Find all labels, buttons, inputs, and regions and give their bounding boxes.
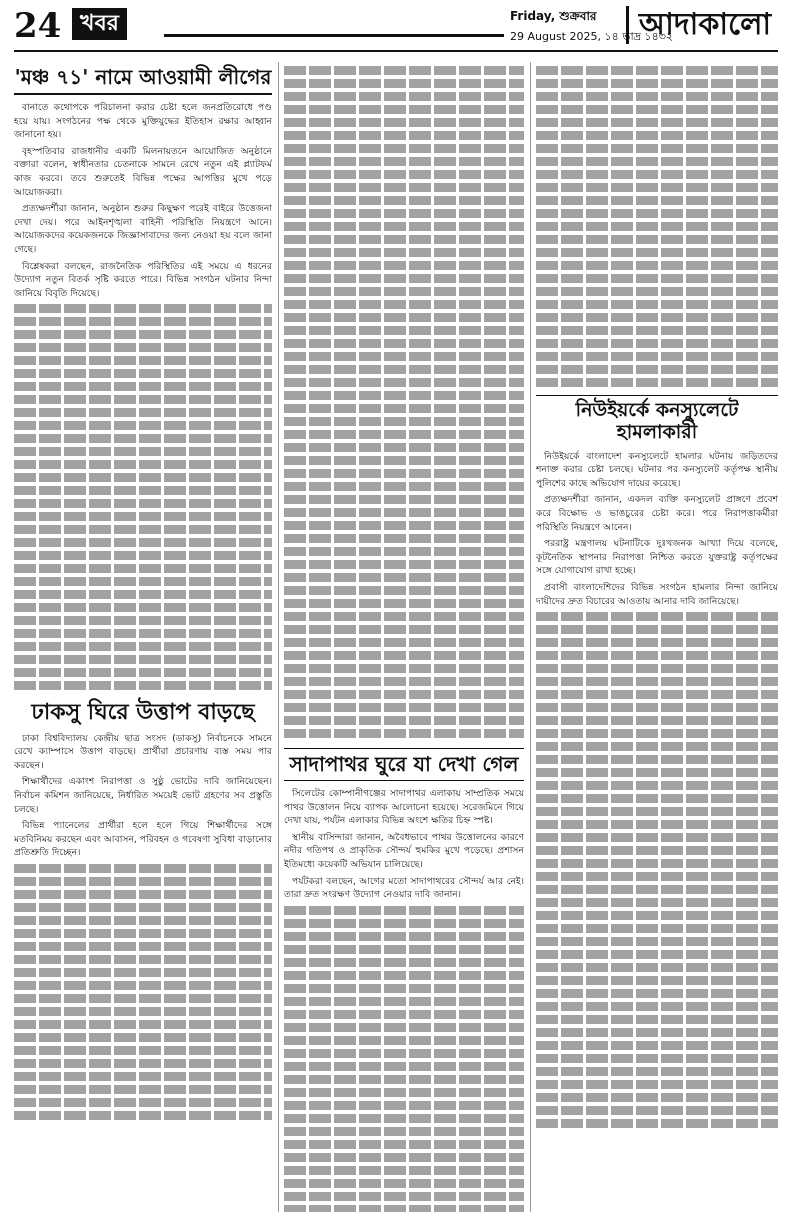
text-placeholder xyxy=(284,183,524,192)
text-placeholder xyxy=(14,460,272,469)
text-placeholder xyxy=(536,872,778,881)
text-placeholder xyxy=(284,729,524,738)
text-placeholder xyxy=(536,1054,778,1063)
text-placeholder xyxy=(14,512,272,521)
text-placeholder xyxy=(14,343,272,352)
text-placeholder xyxy=(536,287,778,296)
text-placeholder xyxy=(284,651,524,660)
text-placeholder xyxy=(14,369,272,378)
text-placeholder xyxy=(536,92,778,101)
text-placeholder xyxy=(536,651,778,660)
text-placeholder xyxy=(536,846,778,855)
text-placeholder xyxy=(536,105,778,114)
text-placeholder xyxy=(536,976,778,985)
text-placeholder xyxy=(14,564,272,573)
text-placeholder xyxy=(14,616,272,625)
text-placeholder xyxy=(536,235,778,244)
article-paragraph: পররাষ্ট্র মন্ত্রণালয় ঘটনাটিকে দুঃখজনক আখ্যা দিয়ে বলেছে, কূটনৈতিক স্থাপনার নিরাপত্তা নিশ্চিত করতে যুক্তরাষ্ট্র কর্তৃপক্ষের সঙ্গে যোগাযোগ রাখা হচ্ছে। xyxy=(536,538,778,577)
text-placeholder xyxy=(536,300,778,309)
text-placeholder xyxy=(536,833,778,842)
text-placeholder xyxy=(284,573,524,582)
text-placeholder xyxy=(284,984,524,993)
text-placeholder xyxy=(284,971,524,980)
text-placeholder xyxy=(536,963,778,972)
text-placeholder xyxy=(14,668,272,677)
text-placeholder xyxy=(14,864,272,873)
text-placeholder xyxy=(284,157,524,166)
article-paragraph: প্রত্যক্ষদর্শীরা জানান, একদল ব্যক্তি কনস্যুলেট প্রাঙ্গণে প্রবেশ করে বিক্ষোভ ও ভাঙচুরের চেষ্টা করে। পরে নিরাপত্তাকর্মীরা পরিস্থিতি নিয়ন্ত্রণে আনেন। xyxy=(536,494,778,533)
text-placeholder xyxy=(536,157,778,166)
column-left xyxy=(14,62,272,1212)
article-paragraph: শিক্ষার্থীদের একাংশ নিরাপত্তা ও সুষ্ঠু ভোটের দাবি জানিয়েছেন। নির্বাচন কমিশন জানিয়েছে, নির্ধারিত সময়েই ভোট গ্রহণের সব প্রস্তুতি চলছে। xyxy=(14,776,272,815)
text-placeholder xyxy=(536,313,778,322)
text-placeholder xyxy=(536,989,778,998)
text-placeholder xyxy=(536,937,778,946)
text-placeholder xyxy=(284,313,524,322)
column-divider xyxy=(278,62,279,1212)
article-headline: সাদাপাথর ঘুরে যা দেখা গেল xyxy=(284,748,524,781)
text-placeholder xyxy=(284,248,524,257)
text-placeholder xyxy=(536,638,778,647)
text-placeholder xyxy=(536,898,778,907)
text-placeholder xyxy=(14,551,272,560)
text-placeholder xyxy=(14,1098,272,1107)
article-paragraph: বানাতে কথোপকে পরিচালনা করার চেষ্টা হলে জনপ্রতিরোধে পণ্ড হয়ে যায়। সংগঠনের পক্ষ থেকে মুক্তিযুদ্ধের ইতিহাস রক্ষার আহ্বান জানানো হয়। xyxy=(14,102,272,141)
text-placeholder xyxy=(284,690,524,699)
text-placeholder xyxy=(536,859,778,868)
text-placeholder xyxy=(284,482,524,491)
text-placeholder xyxy=(536,131,778,140)
text-placeholder xyxy=(536,274,778,283)
article-paragraph: নিউইয়র্কে বাংলাদেশ কনস্যুলেটে হামলার ঘটনায় জড়িতদের শনাক্ত করার চেষ্টা চলছে। ঘটনার পর কনস্যুলেট কর্তৃপক্ষ স্থানীয় পুলিশের কাছে অভিযোগ দায়ের করেছে। xyxy=(536,450,778,489)
text-placeholder xyxy=(284,1075,524,1084)
text-placeholder xyxy=(284,196,524,205)
article-paragraph: পর্যটকরা বলছেন, আগের মতো সাদাপাথরের সৌন্দর্য আর নেই। তারা দ্রুত সংরক্ষণ উদ্যোগ নেওয়ার দাবি জানান। xyxy=(284,875,524,901)
text-placeholder xyxy=(284,534,524,543)
article-paragraph: সিলেটের কোম্পানীগঞ্জের সাদাপাথর এলাকায় সাম্প্রতিক সময়ে পাথর উত্তোলন নিয়ে ব্যাপক আলোচনা হয়েছে। সরেজমিনে গিয়ে দেখা যায়, পর্যটন এলাকার বিভিন্ন অংশে ক্ষতির চিহ্ন স্পষ্ট। xyxy=(284,788,524,827)
text-placeholder xyxy=(14,330,272,339)
text-placeholder xyxy=(284,365,524,374)
column-right xyxy=(536,62,778,1212)
text-placeholder xyxy=(14,304,272,313)
text-placeholder xyxy=(284,326,524,335)
text-placeholder xyxy=(284,417,524,426)
date-label: 29 August 2025, ১৪ ভাদ্র ১৪৩২ xyxy=(510,30,674,43)
text-placeholder xyxy=(536,924,778,933)
text-placeholder xyxy=(284,586,524,595)
text-placeholder xyxy=(536,716,778,725)
text-placeholder xyxy=(536,222,778,231)
text-placeholder xyxy=(14,968,272,977)
text-placeholder xyxy=(284,521,524,530)
text-placeholder xyxy=(14,408,272,417)
text-placeholder xyxy=(536,1067,778,1076)
text-placeholder xyxy=(284,664,524,673)
text-placeholder xyxy=(14,1007,272,1016)
text-placeholder xyxy=(284,1036,524,1045)
text-placeholder xyxy=(284,66,524,75)
text-placeholder xyxy=(284,404,524,413)
text-placeholder xyxy=(14,629,272,638)
article-paragraph: বৃহস্পতিবার রাজধানীর একটি মিলনায়তনে আয়োজিত অনুষ্ঠানে বক্তারা বলেন, স্বাধীনতার চেতনাকে সামনে রেখে নতুন এই প্ল্যাটফর্ম কাজ করবে। তবে শুরুতেই বিভিন্ন পক্ষের আপত্তির মুখে পড়ে আয়োজকরা। xyxy=(14,145,272,198)
article-headline: 'মঞ্চ ৭১' নামে আওয়ামী লীগের xyxy=(14,66,272,95)
text-placeholder xyxy=(284,92,524,101)
text-placeholder xyxy=(284,1088,524,1097)
text-placeholder xyxy=(536,1028,778,1037)
section-label: খবর xyxy=(72,8,127,40)
text-placeholder xyxy=(14,1111,272,1120)
text-placeholder xyxy=(14,1046,272,1055)
text-placeholder xyxy=(536,1093,778,1102)
text-placeholder xyxy=(14,890,272,899)
newspaper-logo: আদাকালো xyxy=(626,6,781,44)
text-placeholder xyxy=(284,932,524,941)
header-rule xyxy=(164,34,504,37)
text-placeholder xyxy=(284,1023,524,1032)
text-placeholder xyxy=(536,170,778,179)
text-placeholder xyxy=(284,443,524,452)
text-placeholder xyxy=(284,677,524,686)
text-placeholder xyxy=(14,929,272,938)
text-placeholder xyxy=(284,300,524,309)
text-placeholder xyxy=(14,1072,272,1081)
text-placeholder xyxy=(536,66,778,75)
text-placeholder xyxy=(284,430,524,439)
page-number: 24 xyxy=(14,6,62,46)
text-placeholder xyxy=(536,664,778,673)
article-headline: ঢাকসু ঘিরে উত্তাপ বাড়ছে xyxy=(31,700,255,726)
text-placeholder xyxy=(284,945,524,954)
text-placeholder xyxy=(536,755,778,764)
text-placeholder xyxy=(14,486,272,495)
text-placeholder xyxy=(284,958,524,967)
text-placeholder xyxy=(284,1153,524,1162)
text-placeholder xyxy=(14,877,272,886)
text-placeholder xyxy=(284,1205,524,1212)
text-placeholder xyxy=(284,209,524,218)
text-placeholder xyxy=(284,378,524,387)
text-placeholder xyxy=(284,1179,524,1188)
text-placeholder xyxy=(14,473,272,482)
text-placeholder xyxy=(284,906,524,915)
text-placeholder xyxy=(284,1101,524,1110)
text-placeholder xyxy=(536,248,778,257)
text-placeholder xyxy=(536,794,778,803)
text-placeholder xyxy=(536,1080,778,1089)
text-placeholder xyxy=(14,1085,272,1094)
text-placeholder xyxy=(14,525,272,534)
text-placeholder xyxy=(284,703,524,712)
text-placeholder xyxy=(536,807,778,816)
text-placeholder xyxy=(284,79,524,88)
text-placeholder xyxy=(284,170,524,179)
text-placeholder xyxy=(14,356,272,365)
text-placeholder xyxy=(536,261,778,270)
text-placeholder xyxy=(14,382,272,391)
text-placeholder xyxy=(536,703,778,712)
text-placeholder xyxy=(536,196,778,205)
text-placeholder xyxy=(14,916,272,925)
text-placeholder xyxy=(14,499,272,508)
masthead xyxy=(14,6,778,52)
text-placeholder xyxy=(284,716,524,725)
article-headline: নিউইয়র্কে কনস্যুলেটে হামলাকারী xyxy=(536,395,778,444)
text-placeholder xyxy=(284,997,524,1006)
text-placeholder xyxy=(14,447,272,456)
text-placeholder xyxy=(14,395,272,404)
text-placeholder xyxy=(284,131,524,140)
text-placeholder xyxy=(14,421,272,430)
text-placeholder xyxy=(536,625,778,634)
text-placeholder xyxy=(284,235,524,244)
text-placeholder xyxy=(536,378,778,387)
text-placeholder xyxy=(14,603,272,612)
text-placeholder xyxy=(284,560,524,569)
article-paragraph: বিশ্লেষকরা বলছেন, রাজনৈতিক পরিস্থিতির এই সময়ে এ ধরনের উদ্যোগ নতুন বিতর্ক সৃষ্টি করতে পারে। বিভিন্ন সংগঠন ঘটনার নিন্দা জানিয়ে বিবৃতি দিয়েছে। xyxy=(14,260,272,299)
text-placeholder xyxy=(284,1114,524,1123)
text-placeholder xyxy=(284,261,524,270)
text-placeholder xyxy=(284,287,524,296)
text-placeholder xyxy=(284,469,524,478)
text-placeholder xyxy=(536,1106,778,1115)
text-placeholder xyxy=(536,183,778,192)
text-placeholder xyxy=(284,1062,524,1071)
text-placeholder xyxy=(14,1020,272,1029)
text-placeholder xyxy=(536,950,778,959)
text-placeholder xyxy=(536,677,778,686)
text-placeholder xyxy=(284,495,524,504)
text-placeholder xyxy=(14,642,272,651)
article-paragraph: প্রত্যক্ষদর্শীরা জানান, অনুষ্ঠান শুরুর কিছুক্ষণ পরেই বাইরে উত্তেজনা দেখা দেয়। পরে আইনশৃঙ্খলা বাহিনী পরিস্থিতি নিয়ন্ত্রণে আনে। আয়োজকদের কয়েকজনকে জিজ্ঞাসাবাদের জন্য নেওয়া হয় বলে জানা গেছে। xyxy=(14,203,272,255)
day-label: Friday, শুক্রবার xyxy=(510,9,597,23)
text-placeholder xyxy=(284,1127,524,1136)
text-placeholder xyxy=(284,1140,524,1149)
text-placeholder xyxy=(284,599,524,608)
text-placeholder xyxy=(536,742,778,751)
text-placeholder xyxy=(536,365,778,374)
text-placeholder xyxy=(536,144,778,153)
text-placeholder xyxy=(14,994,272,1003)
text-placeholder xyxy=(536,690,778,699)
text-placeholder xyxy=(284,105,524,114)
text-placeholder xyxy=(14,681,272,690)
column-divider xyxy=(530,62,531,1212)
text-placeholder xyxy=(284,274,524,283)
text-placeholder xyxy=(536,885,778,894)
text-placeholder xyxy=(536,781,778,790)
text-placeholder xyxy=(14,1059,272,1068)
text-placeholder xyxy=(14,590,272,599)
text-placeholder xyxy=(284,547,524,556)
text-placeholder xyxy=(536,612,778,621)
text-placeholder xyxy=(536,820,778,829)
text-placeholder xyxy=(284,352,524,361)
text-placeholder xyxy=(284,1010,524,1019)
article-paragraph: প্রবাসী বাংলাদেশিদের বিভিন্ন সংগঠন হামলার নিন্দা জানিয়ে দায়ীদের দ্রুত বিচারের আওতায় আনার দাবি জানিয়েছে। xyxy=(536,582,778,607)
column-middle xyxy=(284,62,524,1212)
text-placeholder xyxy=(284,625,524,634)
article-paragraph: স্থানীয় বাসিন্দারা জানান, অবৈধভাবে পাথর উত্তোলনের কারণে নদীর গতিপথ ও প্রাকৃতিক সৌন্দর্য হুমকির মুখে পড়েছে। প্রশাসন ইতিমধ্যে কয়েকটি অভিযান চালিয়েছে। xyxy=(284,831,524,870)
text-placeholder xyxy=(14,434,272,443)
text-placeholder xyxy=(284,144,524,153)
text-placeholder xyxy=(284,1166,524,1175)
text-placeholder xyxy=(284,456,524,465)
text-placeholder xyxy=(14,942,272,951)
text-placeholder xyxy=(284,391,524,400)
text-placeholder xyxy=(536,729,778,738)
text-placeholder xyxy=(284,508,524,517)
text-placeholder xyxy=(536,326,778,335)
text-placeholder xyxy=(536,352,778,361)
text-placeholder xyxy=(536,79,778,88)
text-placeholder xyxy=(14,981,272,990)
text-placeholder xyxy=(284,638,524,647)
text-placeholder xyxy=(284,919,524,928)
text-placeholder xyxy=(536,1119,778,1128)
text-placeholder xyxy=(536,118,778,127)
text-placeholder xyxy=(284,612,524,621)
article-paragraph: ঢাকা বিশ্ববিদ্যালয় কেন্দ্রীয় ছাত্র সংসদ (ডাকসু) নির্বাচনকে সামনে রেখে ক্যাম্পাসে উত্তাপ বাড়ছে। প্রার্থীরা প্রচারণায় ব্যস্ত সময় পার করছেন। xyxy=(14,732,272,771)
text-placeholder xyxy=(284,1192,524,1201)
text-placeholder xyxy=(536,1002,778,1011)
text-placeholder xyxy=(14,577,272,586)
text-placeholder xyxy=(14,655,272,664)
text-placeholder xyxy=(284,118,524,127)
text-placeholder xyxy=(14,903,272,912)
article-paragraph: বিভিন্ন প্যানেলের প্রার্থীরা হলে হলে গিয়ে শিক্ষার্থীদের সঙ্গে মতবিনিময় করছেন এবং আবাসন, পরিবহন ও গবেষণা সুবিধা বাড়ানোর প্রতিশ্রুতি দিচ্ছেন। xyxy=(14,820,272,859)
text-placeholder xyxy=(536,1041,778,1050)
text-placeholder xyxy=(284,339,524,348)
text-placeholder xyxy=(536,911,778,920)
text-placeholder xyxy=(536,768,778,777)
text-placeholder xyxy=(536,1015,778,1024)
text-placeholder xyxy=(536,339,778,348)
text-placeholder xyxy=(536,209,778,218)
text-placeholder xyxy=(284,222,524,231)
text-placeholder xyxy=(14,1033,272,1042)
text-placeholder xyxy=(14,955,272,964)
text-placeholder xyxy=(14,538,272,547)
text-placeholder xyxy=(14,317,272,326)
text-placeholder xyxy=(284,1049,524,1058)
